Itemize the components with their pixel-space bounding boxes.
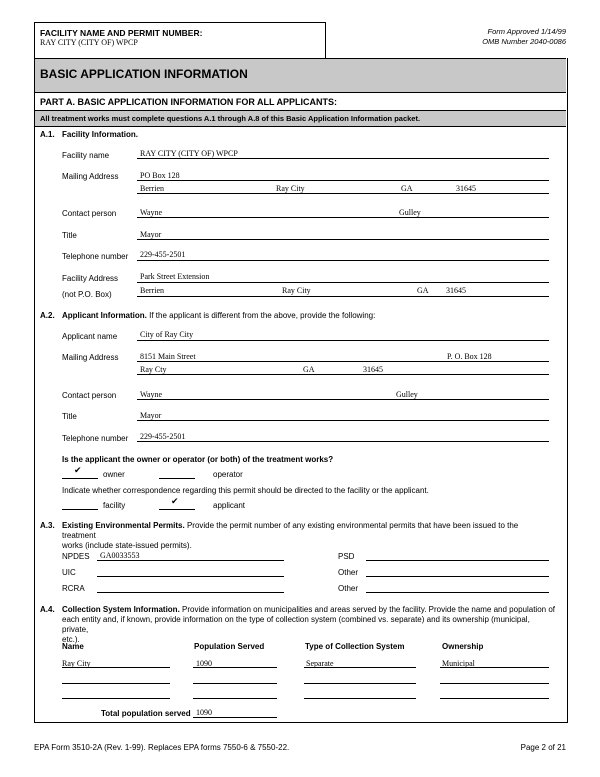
col-own: Ownership <box>442 642 484 651</box>
mailing-line-2 <box>137 193 549 194</box>
a2-number: A.2. <box>40 311 55 320</box>
other-line[interactable] <box>366 576 549 577</box>
a2-contact-line <box>137 399 549 400</box>
rcra-line[interactable] <box>97 592 284 593</box>
own-line-2[interactable] <box>440 683 549 684</box>
row-own[interactable]: Municipal <box>442 659 475 668</box>
a3-heading: Existing Environmental Permits. <box>62 521 185 530</box>
other2-label: Other <box>338 584 359 593</box>
row-pop[interactable]: 1090 <box>196 659 212 668</box>
fac-zip[interactable]: 31645 <box>446 286 466 295</box>
psd-label: PSD <box>338 552 355 561</box>
footer-form: EPA Form 3510-2A (Rev. 1-99). Replaces EPA forms 7550-6 & 7550-22. <box>34 743 290 752</box>
owner-label: owner <box>103 470 125 479</box>
facility-value: RAY CITY (CITY OF) WPCP <box>40 38 138 47</box>
row-name[interactable]: Ray City <box>62 659 91 668</box>
fac-street[interactable]: Park Street Extension <box>140 272 210 281</box>
row-type[interactable]: Separate <box>306 659 334 668</box>
own-line-3[interactable] <box>440 698 549 699</box>
a4-heading-block <box>62 605 558 645</box>
a4-heading-rest3: etc.). <box>62 635 80 644</box>
applicant-option-label: applicant <box>213 501 246 510</box>
phone-label: Telephone number <box>62 252 129 261</box>
page-title: BASIC APPLICATION INFORMATION <box>40 67 248 81</box>
a2-mailing-line-1 <box>137 361 549 362</box>
a2-phone-label: Telephone number <box>62 434 129 443</box>
other-label: Other <box>338 568 359 577</box>
a2-title-line <box>137 420 549 421</box>
mailing-zip[interactable]: 31645 <box>456 184 476 193</box>
footer-page: Page 2 of 21 <box>520 743 566 752</box>
a2-phone-value[interactable]: 229-455-2501 <box>140 432 186 441</box>
a1-number: A.1. <box>40 130 55 139</box>
total-pop-label: Total population served <box>101 709 191 718</box>
title-value[interactable]: Mayor <box>140 230 162 239</box>
mailing-line-1 <box>137 180 549 181</box>
pop-line-3[interactable] <box>193 698 277 699</box>
applicant-blank[interactable] <box>159 509 195 510</box>
omb-number: OMB Number 2040-0086 <box>482 37 566 46</box>
npdes-label: NPDES <box>62 552 90 561</box>
a2-mailing-line-2 <box>137 374 549 375</box>
type-line-2[interactable] <box>304 683 416 684</box>
a4-heading-rest2: each entity and, if known, provide information on the type of collection system (combined vs. separate) and its ownership (municipal, private, <box>62 615 530 634</box>
contact-line <box>137 217 549 218</box>
operator-label: operator <box>213 470 243 479</box>
mailing-address-label: Mailing Address <box>62 172 119 181</box>
facility-blank[interactable] <box>62 509 98 510</box>
type-line-3[interactable] <box>304 698 416 699</box>
applicant-line <box>137 340 549 341</box>
a2-heading-rest: If the applicant is different from the above, provide the following: <box>149 311 376 320</box>
psd-line[interactable] <box>366 560 549 561</box>
a2-contact-first[interactable]: Wayne <box>140 390 163 399</box>
type-line-1 <box>304 667 416 668</box>
a2-mailing-label: Mailing Address <box>62 353 119 362</box>
contact-first[interactable]: Wayne <box>140 208 163 217</box>
a2-heading: Applicant Information. <box>62 311 147 320</box>
total-pop-line <box>193 717 277 718</box>
a2-pobox[interactable]: P. O. Box 128 <box>447 352 492 361</box>
name-line-2[interactable] <box>62 683 170 684</box>
a1-heading: Facility Information. <box>62 130 139 139</box>
mailing-county[interactable]: Berrien <box>140 184 164 193</box>
col-pop: Population Served <box>194 642 265 651</box>
part-a-instruction: All treatment works must complete questions A.1 through A.8 of this Basic Application Information packet. <box>40 114 421 123</box>
a2-street[interactable]: 8151 Main Street <box>140 352 196 361</box>
a4-heading: Collection System Information. <box>62 605 180 614</box>
a2-title-value[interactable]: Mayor <box>140 411 162 420</box>
a2-state[interactable]: GA <box>303 365 315 374</box>
col-type: Type of Collection System <box>305 642 405 651</box>
a4-heading-rest: Provide information on municipalities and areas served by the facility. Provide the name and population of <box>182 605 555 614</box>
col-name: Name <box>62 642 84 651</box>
facility-name-line <box>137 158 549 159</box>
a2-contact-last[interactable]: Gulley <box>396 390 418 399</box>
mailing-street[interactable]: PO Box 128 <box>140 171 180 180</box>
fac-city[interactable]: Ray City <box>282 286 311 295</box>
applicant-name-value[interactable]: City of Ray City <box>140 330 194 339</box>
pop-line-1 <box>193 667 277 668</box>
mailing-state[interactable]: GA <box>401 184 413 193</box>
a2-city[interactable]: Ray Cty <box>140 365 167 374</box>
fac-line-2 <box>137 296 549 297</box>
operator-blank[interactable] <box>159 478 195 479</box>
a4-number: A.4. <box>40 605 55 614</box>
a2-heading-row <box>62 311 375 320</box>
contact-last[interactable]: Gulley <box>399 208 421 217</box>
npdes-line <box>97 560 284 561</box>
a3-heading-rest2: works (include state-issued permits). <box>62 541 192 550</box>
pop-line-2[interactable] <box>193 683 277 684</box>
rcra-label: RCRA <box>62 584 85 593</box>
a2-title-label: Title <box>62 412 77 421</box>
part-a-title: PART A. BASIC APPLICATION INFORMATION FOR ALL APPLICANTS: <box>40 97 337 107</box>
npdes-value[interactable]: GA0033553 <box>100 551 140 560</box>
a3-number: A.3. <box>40 521 55 530</box>
fac-line-1 <box>137 282 549 283</box>
phone-line <box>137 260 549 261</box>
owner-blank[interactable] <box>62 478 98 479</box>
correspondence-text: Indicate whether correspondence regarding this permit should be directed to the facility or the applicant. <box>62 486 429 495</box>
name-line-1 <box>62 667 170 668</box>
uic-line[interactable] <box>97 576 284 577</box>
title-label: Title <box>62 231 77 240</box>
phone-value[interactable]: 229-455-2501 <box>140 250 186 259</box>
applicant-check: ✔ <box>171 496 179 506</box>
a2-zip[interactable]: 31645 <box>363 365 383 374</box>
facility-address-label: Facility Address <box>62 274 119 283</box>
total-pop-value[interactable]: 1090 <box>196 708 212 717</box>
own-line-1 <box>440 667 549 668</box>
other2-line[interactable] <box>366 592 549 593</box>
a3-heading-rest: Provide the permit number of any existing environmental permits that have been issued to the treatment <box>62 521 519 540</box>
name-line-3[interactable] <box>62 698 170 699</box>
fac-county[interactable]: Berrien <box>140 286 164 295</box>
owner-question: Is the applicant the owner or operator (or both) of the treatment works? <box>62 455 334 464</box>
a2-phone-line <box>137 441 549 442</box>
a2-contact-label: Contact person <box>62 391 117 400</box>
owner-check: ✔ <box>74 465 82 475</box>
facility-name-value[interactable]: RAY CITY (CITY OF) WPCP <box>140 149 238 158</box>
facility-address-note: (not P.O. Box) <box>62 290 112 299</box>
form-approved: Form Approved 1/14/99 <box>487 27 566 36</box>
mailing-city[interactable]: Ray City <box>276 184 305 193</box>
a3-heading-block <box>62 521 554 551</box>
facility-label: FACILITY NAME AND PERMIT NUMBER: <box>40 28 203 38</box>
facility-option-label: facility <box>103 501 126 510</box>
contact-label: Contact person <box>62 209 117 218</box>
uic-label: UIC <box>62 568 76 577</box>
title-line <box>137 239 549 240</box>
fac-state[interactable]: GA <box>417 286 429 295</box>
facility-name-label: Facility name <box>62 151 110 160</box>
applicant-name-label: Applicant name <box>62 332 118 341</box>
